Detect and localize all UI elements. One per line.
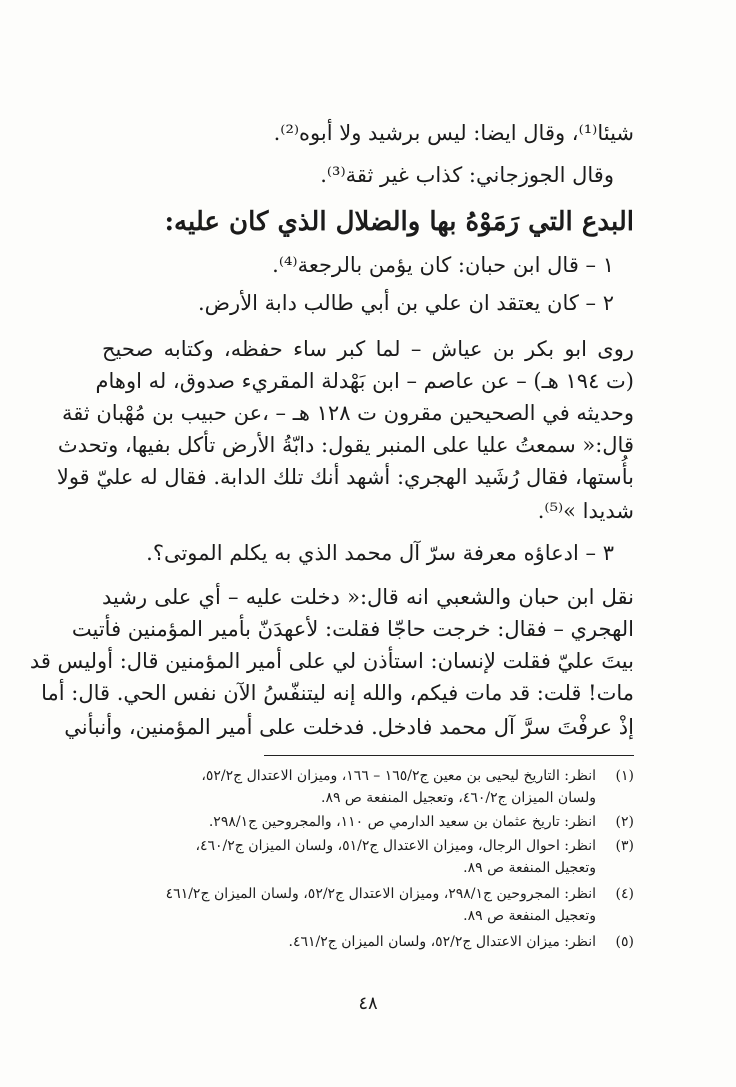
footnote-1-cont: ولسان الميزان ج٤٦٠/٢، وتعجيل المنفعة ص ٨٩. [320,790,596,806]
footnote-2 [102,812,634,832]
footnote-1 [102,766,634,786]
body-line-10: بأُستها، فقال رُشَيد الهجري: أشهد أنك تلك الدابة. فقال له عليّ قولا [56,465,634,489]
section-heading: البدع التي رَمَوْهُ بها والضلال الذي كان عليه: [164,207,634,237]
list-item-2: ٢ – كان يعتقد ان علي بن أبي طالب دابة الأرض. [197,291,614,315]
body-line-6: روى ابو بكر بن عياش – لما كبر ساء حفظه، وكتابه صحيح [102,337,634,361]
footnote-number: (٤) [615,886,634,902]
list-item-3: ٣ – ادعاؤه معرفة سرّ آل محمد الذي به يكلم الموتى؟. [146,541,614,565]
footnote-4 [102,884,634,904]
footnote-separator [264,755,634,756]
page-number: ٤٨ [358,993,378,1014]
body-line-17: إذْ عرفْتَ سرَّ آل محمد فادخل. فدخلت على أمير المؤمنين، وأنبأني [64,715,634,739]
footnote-5 [102,932,634,952]
body-line-14: الهجري – فقال: خرجت حاجّا فقلت: لأعهدَنّ بأمير المؤمنين فأتيت [71,617,634,641]
footnote-3-cont: وتعجيل المنفعة ص ٨٩. [463,860,596,876]
body-line-2: وقال الجوزجاني: كذاب غير ثقة⁽³⁾. [320,163,614,187]
footnote-text: انظر: احوال الرجال، وميزان الاعتدال ج٥١/٢، ولسان الميزان ج٤٦٠/٢، [195,838,596,854]
footnote-text: انظر: ميزان الاعتدال ج٥٢/٢، ولسان الميزان ج٤٦١/٢. [288,934,596,950]
footnote-text: انظر: تاريخ عثمان بن سعيد الدارمي ص ١١٠، والمجروحين ج٢٩٨/١. [208,814,596,830]
footnote-number: (٢) [615,814,634,830]
body-line-11: شديدا »⁽⁵⁾. [537,499,634,523]
footnote-number: (٥) [615,934,634,950]
body-line-7: (ت ١٩٤ هـ) – عن عاصم – ابن بَهْدلة المقريء صدوق، له اوهام [95,369,634,393]
body-line-15: بيتَ عليّ فقلت لإنسان: استأذن لي على أمير المؤمنين قال: أوليس قد [29,649,634,673]
footnote-number: (٣) [615,838,634,854]
footnote-number: (١) [615,768,634,784]
footnote-text: انظر: المجروحين ج٢٩٨/١، وميزان الاعتدال ج٥٢/٢، ولسان الميزان ج٤٦١/٢ [165,886,596,902]
footnote-4-cont: وتعجيل المنفعة ص ٨٩. [463,908,596,924]
body-line-13: نقل ابن حبان والشعبي انه قال:« دخلت عليه – أي على رشيد [102,585,634,609]
body-line-9: قال:« سمعتُ عليا على المنبر يقول: دابّةُ الأرض تأكل بفيها، وتحدث [57,433,634,457]
body-line-1: شيئا⁽¹⁾، وقال ايضا: ليس برشيد ولا أبوه⁽²⁾. [273,121,634,145]
list-item-1: ١ – قال ابن حبان: كان يؤمن بالرجعة⁽⁴⁾. [272,253,614,277]
footnote-3 [102,836,634,856]
footnote-text: انظر: التاريخ ليحيى بن معين ج١٦٥/٢ – ١٦٦، وميزان الاعتدال ج٥٢/٢، [201,768,596,784]
body-line-16: مات! قلت: قد مات فيكم، والله إنه ليتنفّسُ الآن نفس الحي. قال: أما [41,681,634,705]
body-line-8: وحديثه في الصحيحين مقرون ت ١٢٨ هـ – ،عن حبيب بن مُهْبان ثقة [61,401,634,425]
